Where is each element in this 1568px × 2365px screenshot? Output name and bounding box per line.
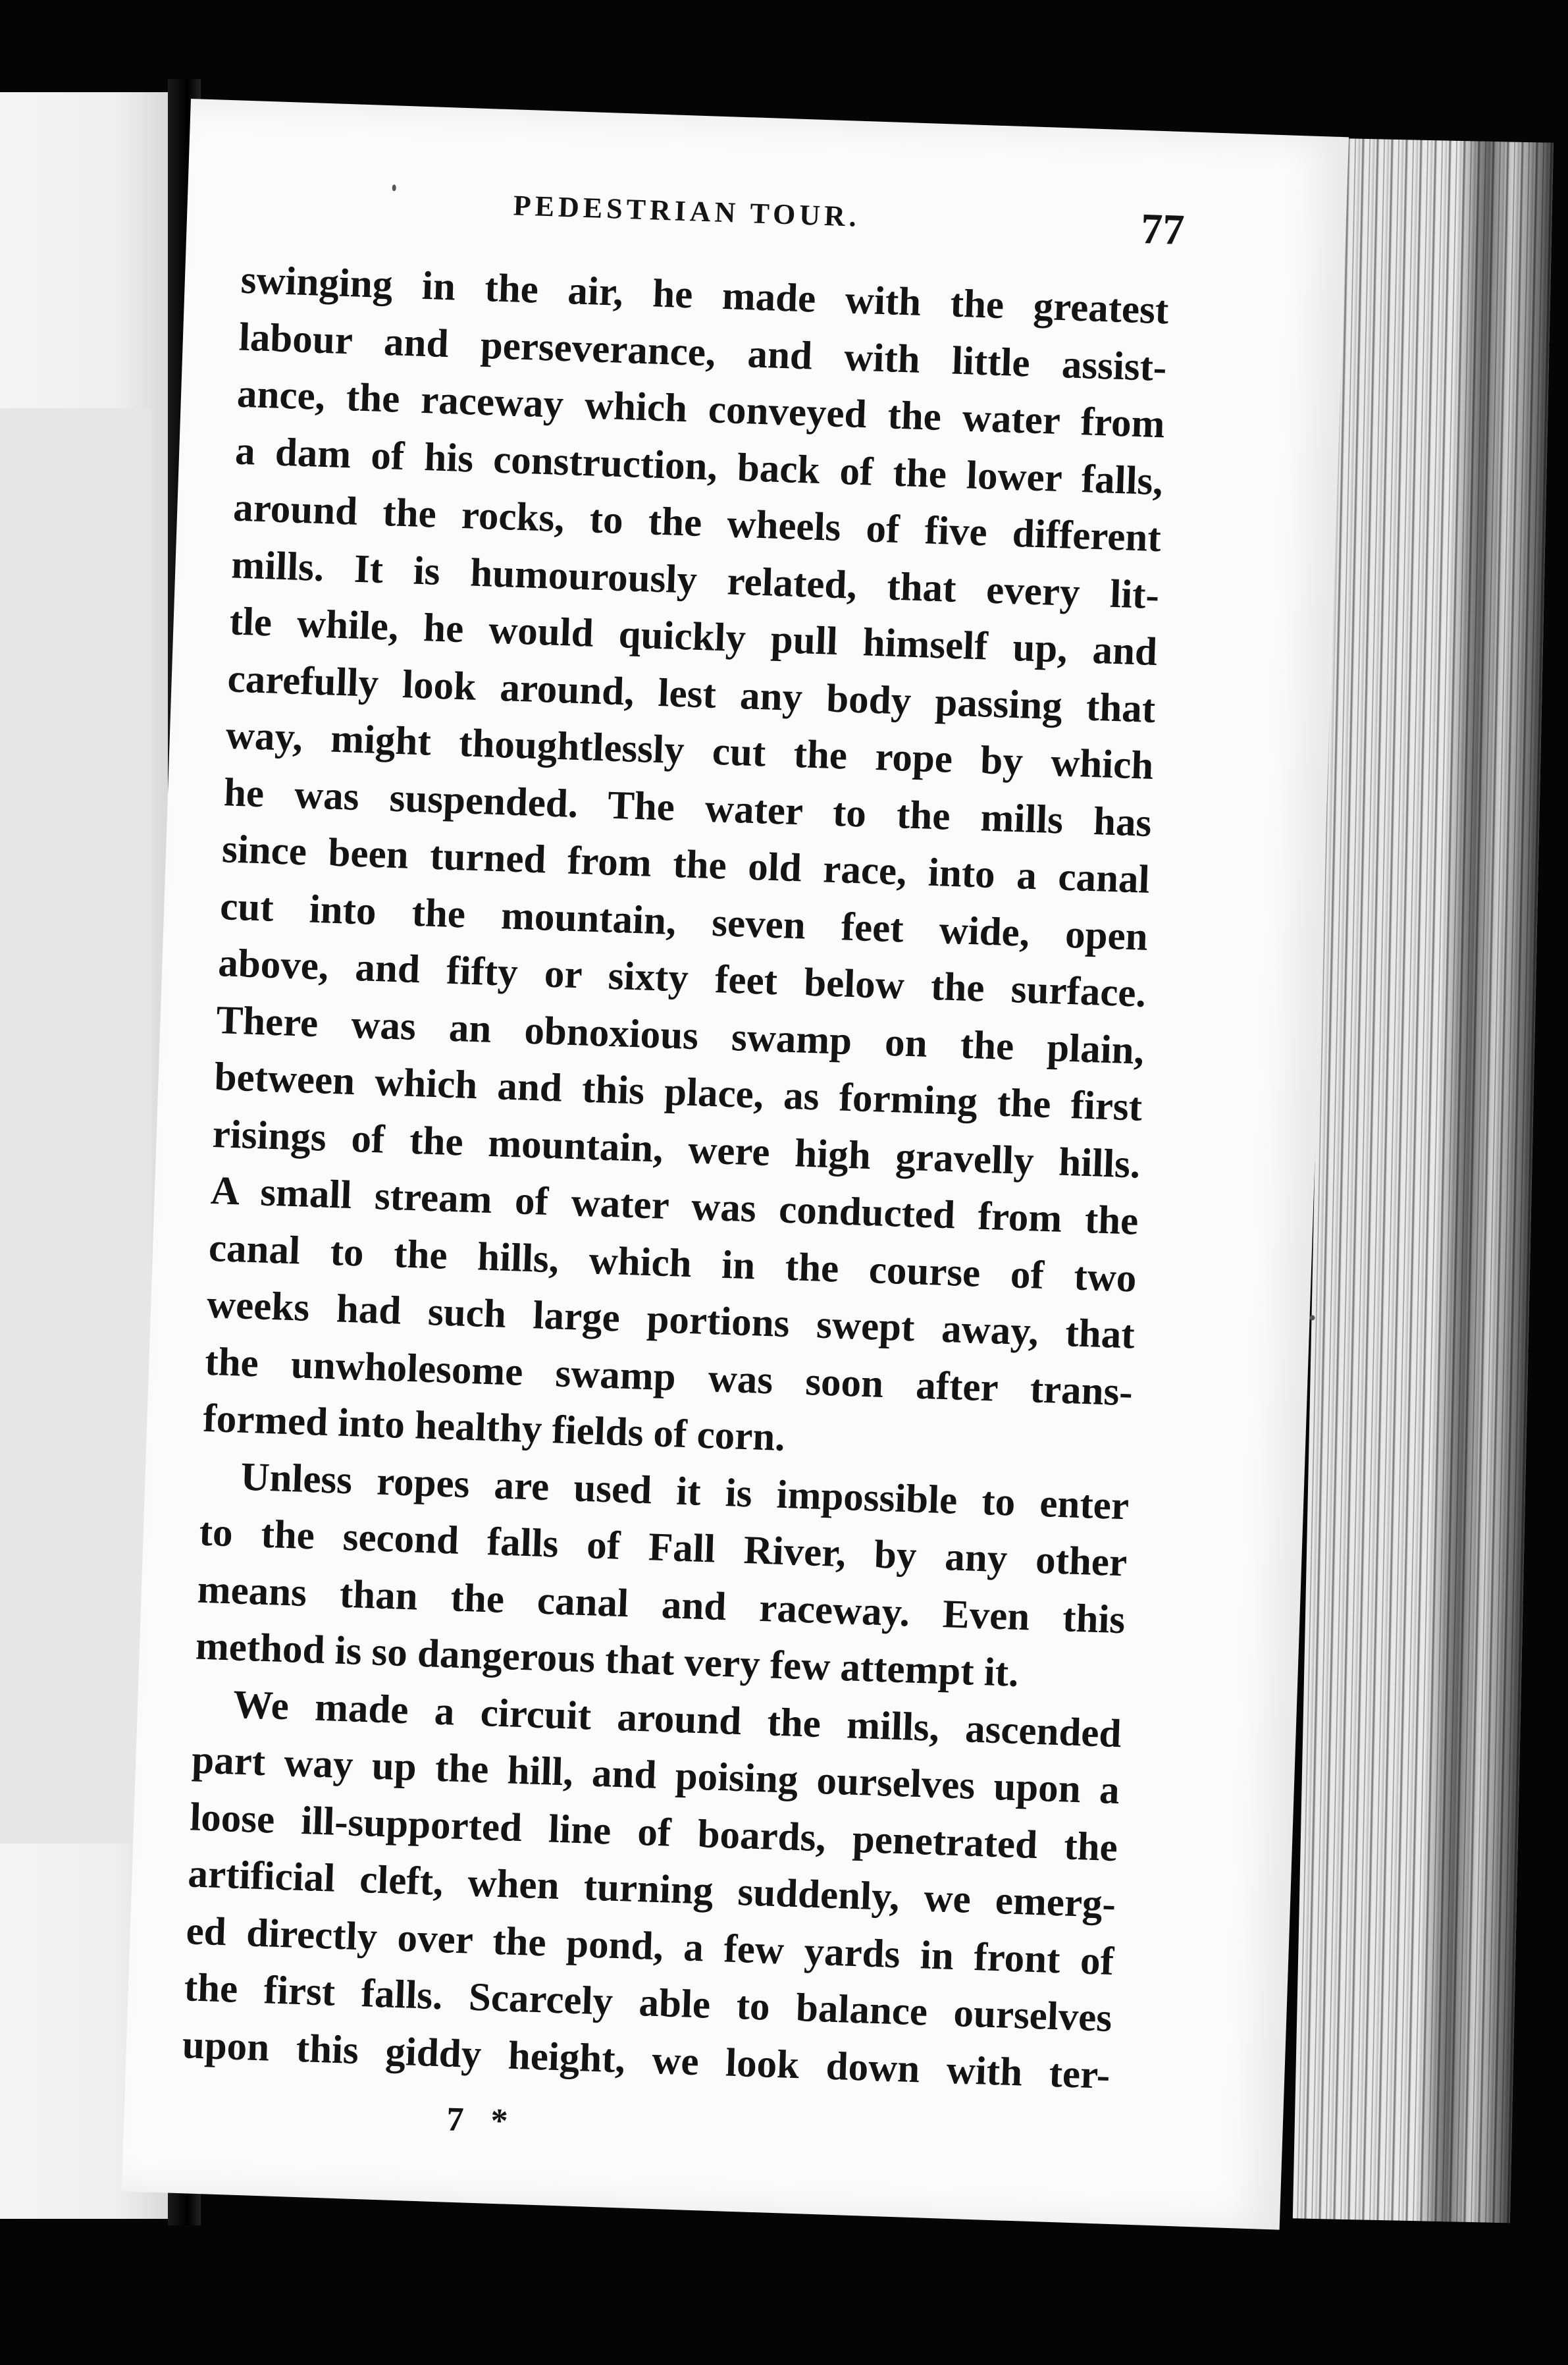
text-line: between which and this place, as forming the first [213,1055,1143,1130]
running-head: PEDESTRIAN TOUR. [513,189,861,233]
text-line: method is so dangerous that very few attempt it. [194,1624,1020,1695]
text-line: We made a circuit around the mills, ascended [232,1682,1122,1756]
text-line: mills. It is humourously related, that every lit- [230,542,1160,618]
text-line: around the rocks, to the wheels of five different [232,485,1162,561]
text-line: above, and fifty or sixty feet below the surface. [217,941,1147,1016]
text-line: upon this giddy height, we look down with ter- [181,2022,1111,2098]
paragraph-1 [202,252,1169,1478]
text-line: way, might thoughtlessly cut the rope by which [224,713,1155,789]
text-line: ance, the raceway which conveyed the water from [236,371,1166,447]
text-line: to the second falls of Fall River, by any other [198,1510,1128,1585]
text-line: means than the canal and raceway. Even this [196,1567,1126,1642]
text-line: tle while, he would quickly pull himself up, and [228,599,1159,675]
text-line: loose ill-supported line of boards, penetrated the [189,1794,1118,1870]
text-line: risings of the mountain, were high gravelly hills. [211,1111,1141,1187]
text-line: Unless ropes are used it is impossible to enter [240,1454,1130,1528]
text-line: part way up the hill, and poising ourselves upon a [191,1738,1120,1813]
text-line: weeks had such large portions swept away, that [206,1282,1136,1358]
text-line: ed directly over the pond, a few yards in front of [185,1908,1115,1984]
text-line: labour and perseverance, and with little assist- [238,315,1168,390]
text-line: the unwholesome swamp was soon after trans- [204,1339,1134,1414]
paragraph-3 [182,1675,1122,2104]
paragraph-2 [195,1447,1130,1706]
signature-mark: 7 * [446,2100,518,2141]
text-line: A small stream of water was conducted from the [209,1168,1139,1244]
text-line: since been turned from the old race, into a canal [221,827,1151,902]
text-line: a dam of his construction, back of the lower falls, [234,429,1164,504]
text-line: cut into the mountain, seven feet wide, open [219,884,1149,959]
text-line: artificial cleft, when turning suddenly, we emerg- [187,1851,1116,1927]
text-line: formed into healthy fields of corn. [202,1396,786,1460]
text-line: swinging in the air, he made with the greatest [240,257,1170,333]
text-line: There was an obnoxious swamp on the plain, [215,997,1145,1073]
text-line: he was suspended. The water to the mills has [222,770,1153,845]
text-line: the first falls. Scarcely able to balance ourselves [183,1965,1113,2040]
text-line: canal to the hills, which in the course of two [208,1225,1137,1301]
text-line: carefully look around, lest any body passing that [226,656,1157,731]
book-page [122,99,1349,2230]
left-page-shading [0,408,151,1844]
page-text-block [181,180,1186,2104]
page-number: 77 [1140,204,1186,255]
